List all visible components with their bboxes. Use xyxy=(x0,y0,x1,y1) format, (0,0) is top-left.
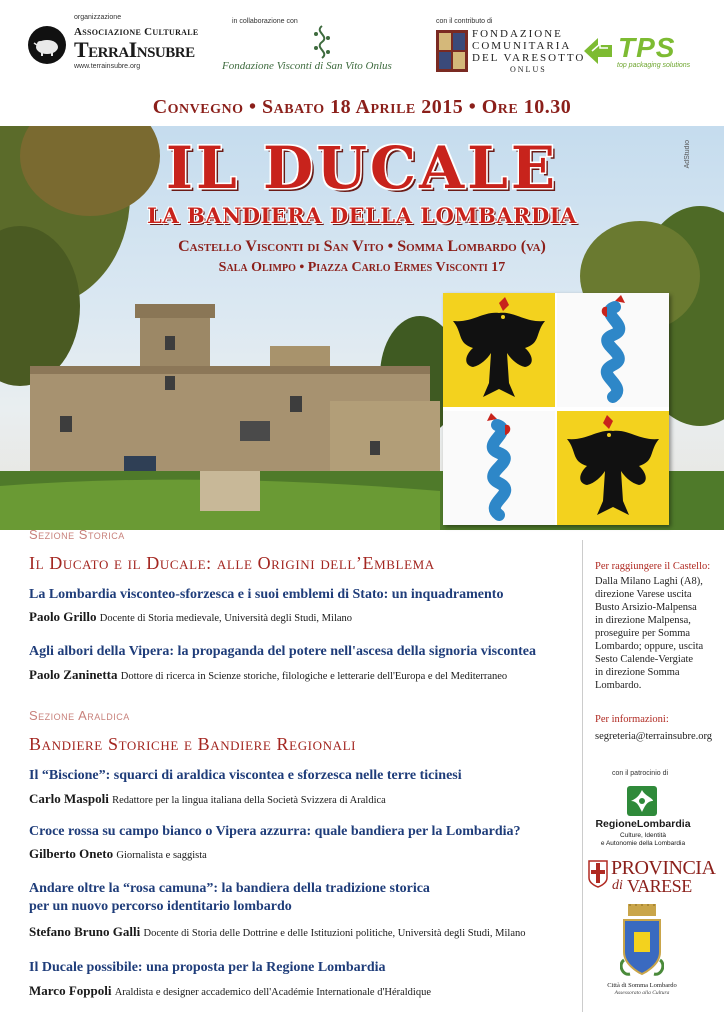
patrocinio-label: con il patrocinio di xyxy=(612,770,669,777)
regione-sub xyxy=(588,832,698,848)
talk-1-title: La Lombardia visconteo-sforzesca e i suoi emblemi di Stato: un inquadramento xyxy=(29,587,504,602)
speaker-name: Gilberto Oneto xyxy=(29,846,114,861)
terrainsubre-line1: Associazione Culturale xyxy=(74,26,199,38)
talk-4-speaker xyxy=(29,846,207,864)
provincia-shield-icon xyxy=(588,860,608,888)
flag-quarter-biscione-1 xyxy=(557,293,669,407)
section2-label: Sezione Araldica xyxy=(29,708,130,723)
venue-line-2: Sala Olimpo • Piazza Carlo Ermes Visconti 17 xyxy=(218,260,506,275)
terrainsubre-url[interactable]: www.terrainsubre.org xyxy=(74,63,141,70)
talk-6-title: Il Ducale possibile: una proposta per la Regione Lombardia xyxy=(29,960,386,975)
event-title: IL DUCALE xyxy=(165,134,559,202)
info-email[interactable]: segreteria@terrainsubre.org xyxy=(595,731,713,742)
provincia-line-1: PROVINCIA xyxy=(611,857,716,879)
terrainsubre-line2: TerraInsubre xyxy=(74,37,195,62)
fcv-emblem-icon xyxy=(436,30,468,72)
regione-sub-2: e Autonomie della Lombardia xyxy=(600,840,686,847)
venue-line-1: Castello Visconti di San Vito • Somma Lombardo (va) xyxy=(178,238,546,255)
fcv-line-3: DEL VARESOTTO xyxy=(472,52,586,64)
talk-3-title: Il “Biscione”: squarci di araldica viscontea e sforzesca nelle terre ticinesi xyxy=(29,768,462,783)
biscione-icon xyxy=(557,293,669,407)
directions-line: Dalla Milano Laghi (A8), xyxy=(595,576,703,587)
fcv-name xyxy=(472,28,585,76)
speaker-name: Stefano Bruno Galli xyxy=(29,924,141,939)
eagle-icon xyxy=(557,411,669,525)
tps-logo: TPS xyxy=(618,32,676,63)
speaker-name: Paolo Zaninetta xyxy=(29,667,118,682)
fcv-line-4: ONLUS xyxy=(510,65,547,74)
eagle-icon xyxy=(443,293,555,407)
speaker-name: Marco Foppoli xyxy=(29,983,112,998)
sidebar-divider xyxy=(582,540,583,1012)
directions-line: in direzione Malpensa, xyxy=(595,615,691,626)
regione-lombardia-icon xyxy=(627,786,657,816)
info-title: Per informazioni: xyxy=(595,714,669,725)
speaker-name: Carlo Maspoli xyxy=(29,791,109,806)
citta-sub: Assessorato alla Cultura xyxy=(614,990,670,996)
tps-tagline: top packaging solutions xyxy=(617,62,691,69)
section2-title: Bandiere Storiche e Bandiere Regionali xyxy=(29,734,357,754)
contrib-label: con il contributo di xyxy=(436,18,493,25)
ducale-flag xyxy=(443,293,669,525)
fcv-line-1: FONDAZIONE xyxy=(472,28,563,40)
provincia-line-2: VARESE xyxy=(627,876,692,896)
provincia-di: di xyxy=(612,878,623,893)
directions-line: Busto Arsizio-Malpensa xyxy=(595,602,697,613)
photo-credit: AdStudio xyxy=(684,140,691,169)
speaker-role: Redattore per la lingua italiana della Società Svizzera di Araldica xyxy=(112,795,386,806)
fcv-line-2: COMUNITARIA xyxy=(472,40,572,52)
speaker-role: Docente di Storia medievale, Università degli Studi, Milano xyxy=(99,613,353,624)
biscione-icon xyxy=(443,411,555,525)
directions-text xyxy=(595,575,720,692)
directions-line: proseguire per Somma xyxy=(595,628,691,639)
somma-lombardo-crest-icon xyxy=(620,904,664,982)
citta-name: Città di Somma Lombardo xyxy=(607,982,677,989)
section1-label: Sezione Storica xyxy=(29,527,125,542)
speaker-name: Paolo Grillo xyxy=(29,609,97,624)
directions-title: Per raggiungere il Castello: xyxy=(595,561,711,572)
talk-6-speaker xyxy=(29,983,431,1001)
flag-quarter-eagle-2 xyxy=(557,411,669,525)
directions-line: Sesto Calende-Vergiate xyxy=(595,654,694,665)
talk-1-speaker xyxy=(29,609,352,627)
org-label: organizzazione xyxy=(74,14,122,21)
convegno-date: Convegno • Sabato 18 Aprile 2015 • Ore 10.30 xyxy=(152,96,572,118)
speaker-role: Araldista e designer accademico dell'Académie Internationale d'Héraldique xyxy=(114,987,432,998)
tps-arrows-icon xyxy=(582,34,616,68)
flag-quarter-biscione-2 xyxy=(443,411,555,525)
speaker-role: Giornalista e saggista xyxy=(116,850,207,861)
directions-line: Lombardo. xyxy=(595,680,642,691)
flag-quarter-eagle-1 xyxy=(443,293,555,407)
event-subtitle: LA BANDIERA DELLA LOMBARDIA xyxy=(147,203,577,228)
talk-2-speaker xyxy=(29,667,507,685)
regione-sub-1: Culture, Identità xyxy=(620,832,666,839)
regione-name: RegioneLombardia xyxy=(595,818,691,830)
talk-5-speaker xyxy=(29,924,526,942)
talk-3-speaker xyxy=(29,791,386,809)
directions-line: in direzione Somma xyxy=(595,667,680,678)
boar-icon xyxy=(32,30,62,60)
collab-label: in collaborazione con xyxy=(232,18,298,25)
section1-title: Il Ducato e il Ducale: alle Origini dell’Emblema xyxy=(29,553,435,573)
fvsv-name: Fondazione Visconti di San Vito Onlus xyxy=(222,60,392,72)
directions-line: direzione Varese uscita xyxy=(595,589,692,600)
talk-5-title-line2: per un nuovo percorso identitario lombardo xyxy=(29,899,292,914)
vine-emblem-icon xyxy=(304,24,340,60)
directions-line: Lombardo; oppure, uscita xyxy=(595,641,704,652)
terrainsubre-logo xyxy=(28,26,66,64)
talk-5-title: Andare oltre la “rosa camuna”: la bandiera della tradizione storica xyxy=(29,881,430,896)
talk-4-title: Croce rossa su campo bianco o Vipera azzurra: quale bandiera per la Lombardia? xyxy=(29,824,521,839)
talk-2-title: Agli albori della Vipera: la propaganda del potere nell'ascesa della signoria viscontea xyxy=(29,644,536,659)
speaker-role: Docente di Storia delle Dottrine e delle Istituzioni politiche, Università degli Studi, Milano xyxy=(143,928,526,939)
speaker-role: Dottore di ricerca in Scienze storiche, filologiche e letterarie dell'Europa e del Mediterraneo xyxy=(120,671,508,682)
